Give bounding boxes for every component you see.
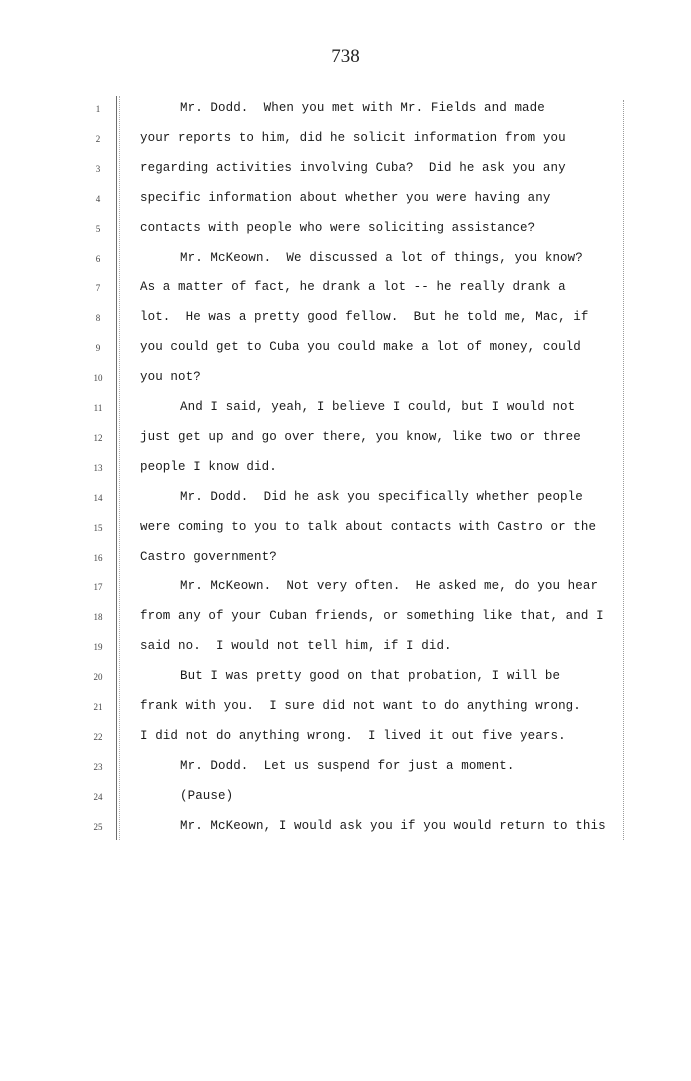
line-text: Mr. Dodd. Let us suspend for just a moment. <box>180 758 515 773</box>
transcript-line <box>0 819 691 839</box>
transcript-line <box>0 729 691 749</box>
line-text: As a matter of fact, he drank a lot -- he really drank a <box>140 280 566 295</box>
line-text: people I know did. <box>140 459 277 474</box>
line-text: frank with you. I sure did not want to do anything wrong. <box>140 699 581 713</box>
line-number: 20 <box>93 672 103 683</box>
line-number: 23 <box>93 761 103 772</box>
transcript-line <box>0 579 691 599</box>
line-number: 7 <box>95 283 101 294</box>
transcript-line <box>0 609 691 629</box>
line-text: Mr. McKeown, I would ask you if you would return to this <box>180 818 606 833</box>
line-number: 4 <box>95 193 101 204</box>
page-number: 738 <box>331 46 360 67</box>
line-number: 12 <box>93 432 103 443</box>
line-number: 19 <box>93 642 103 653</box>
line-text: lot. He was a pretty good fellow. But he told me, Mac, if <box>140 310 589 325</box>
transcript-line <box>0 490 691 510</box>
transcript-line <box>0 221 691 241</box>
line-text: from any of your Cuban friends, or something like that, and I <box>140 609 604 624</box>
line-number: 17 <box>93 582 103 593</box>
line-text: said no. I would not tell him, if I did. <box>140 639 452 654</box>
line-text: Mr. Dodd. Did he ask you specifically whether people <box>180 489 583 504</box>
line-text: regarding activities involving Cuba? Did he ask you any <box>140 160 566 175</box>
line-number: 24 <box>93 791 103 802</box>
transcript-line <box>0 161 691 181</box>
line-number: 11 <box>93 403 103 413</box>
line-number: 21 <box>93 702 103 712</box>
line-number: 14 <box>93 492 103 503</box>
line-text: you could get to Cuba you could make a lot of money, could <box>140 340 581 355</box>
transcript-line <box>0 759 691 779</box>
transcript-line <box>0 460 691 480</box>
line-number: 18 <box>93 612 103 623</box>
line-text: Mr. McKeown. Not very often. He asked me, do you hear <box>180 579 599 594</box>
line-text: I did not do anything wrong. I lived it out five years. <box>140 728 566 743</box>
line-text: Mr. McKeown. We discussed a lot of things, you know? <box>180 250 583 265</box>
transcript-line <box>0 251 691 271</box>
line-text: your reports to him, did he solicit information from you <box>140 130 566 145</box>
line-text: were coming to you to talk about contacts with Castro or the <box>140 519 597 534</box>
line-number: 2 <box>95 133 101 144</box>
line-text: just get up and go over there, you know, like two or three <box>140 429 581 444</box>
transcript-line <box>0 520 691 540</box>
transcript-line <box>0 310 691 330</box>
transcript-line <box>0 430 691 450</box>
line-number: 25 <box>93 821 103 832</box>
line-number: 9 <box>95 343 101 354</box>
transcript-line <box>0 669 691 689</box>
line-number: 1 <box>95 104 101 114</box>
line-text: Castro government? <box>140 549 277 564</box>
transcript-line <box>0 131 691 151</box>
line-number: 13 <box>93 462 103 473</box>
line-number: 8 <box>95 313 101 324</box>
transcript-line <box>0 191 691 211</box>
line-text: contacts with people who were soliciting assistance? <box>140 220 536 235</box>
line-number: 6 <box>95 253 101 264</box>
line-number: 22 <box>93 731 103 742</box>
transcript-line <box>0 699 691 719</box>
transcript-line <box>0 639 691 659</box>
line-text: (Pause) <box>180 788 234 803</box>
line-text: Mr. Dodd. When you met with Mr. Fields and made <box>180 101 545 115</box>
line-text: And I said, yeah, I believe I could, but I would not <box>180 400 576 414</box>
transcript-line <box>0 340 691 360</box>
transcript-line <box>0 101 691 121</box>
transcript-line <box>0 280 691 300</box>
line-number: 10 <box>93 373 103 384</box>
line-number: 16 <box>93 552 103 563</box>
transcript-line <box>0 370 691 390</box>
line-number: 3 <box>95 163 101 174</box>
line-text: you not? <box>140 370 201 385</box>
line-text: But I was pretty good on that probation, I will be <box>180 669 561 684</box>
line-text: specific information about whether you were having any <box>140 190 551 205</box>
line-number: 15 <box>93 522 103 533</box>
transcript-line <box>0 400 691 420</box>
transcript-line <box>0 550 691 570</box>
line-number: 5 <box>95 223 101 234</box>
transcript-line <box>0 789 691 809</box>
